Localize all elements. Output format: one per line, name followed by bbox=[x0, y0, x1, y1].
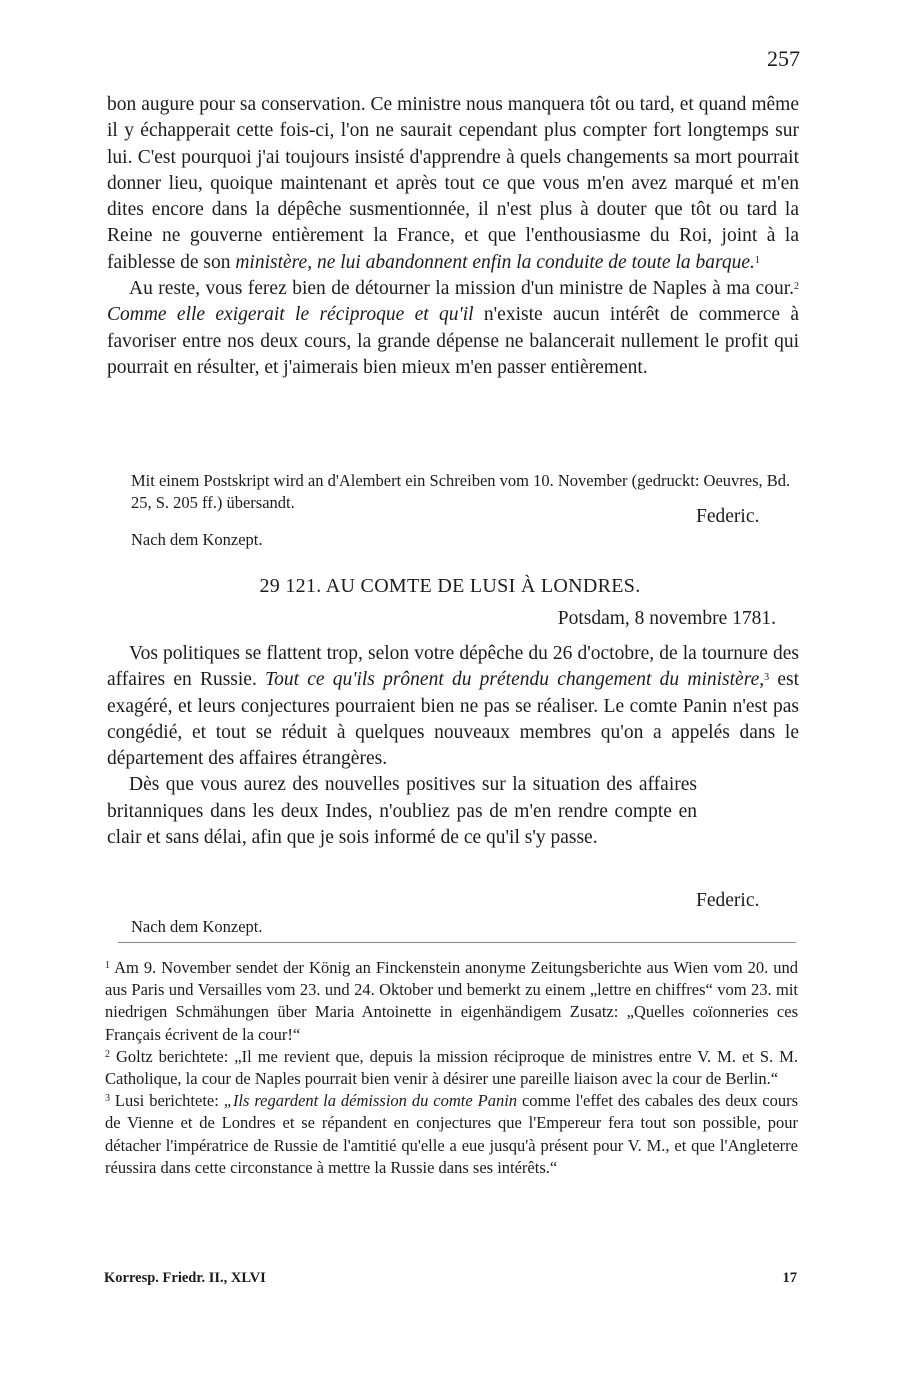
letter2-source: Nach dem Konzept. bbox=[131, 917, 263, 936]
emphasis-text: ministère, ne lui abandonnent enfin la conduite de toute la barque. bbox=[235, 251, 755, 273]
page-number: 257 bbox=[767, 46, 800, 71]
text-run: n'existe aucun intérêt de commerce à favoriser entre nos deux cours, la grande dépense ne balancerait nullement le profit qui pourrait en résulter, et j'aimerais bien mieux m'en passer entièrement. bbox=[107, 304, 799, 378]
text-run: bon augure pour sa conservation. Ce ministre nous manquera tôt ou tard, et quand même il y échapperait cette fois-ci, l'on ne saurait cependant plus compter fort longtemps sur lui. C'est pourquoi j'ai toujours insisté d'apprendre à quels changements sa mort pourrait donner lieu, quoique maintenant et après tout ce que vous m'en avez marqué et m'en dites encore dans la dépêche susmentionnée, il n'est plus à douter que tôt ou tard la Reine ne gouverne entièrement la France, et que l'enthousiasme du Roi, joint à la faiblesse de son bbox=[107, 94, 799, 273]
footnote-3 bbox=[105, 1090, 798, 1179]
footnote-number: 1 bbox=[105, 960, 110, 971]
footnote-2 bbox=[105, 1046, 798, 1090]
footnote-text: comme l'effet des cabales des deux cours de Vienne et de Londres et se répandent en conjectures que l'Empereur fera tout son possible, pour détacher l'impératrice de Russie de l'amtitié qu'elle a eue jusqu'à présent pour V. M., et que l'Angleterre réussira dans cette circonstance à mettre la Russie dans ses intérêts.“ bbox=[105, 1091, 798, 1177]
footnote-text: Lusi berichtete: bbox=[110, 1091, 224, 1111]
letter2-paragraph-1 bbox=[107, 641, 799, 772]
text-run: Au reste, vous ferez bien de détourner la mission d'un ministre de Naples à ma cour. bbox=[129, 278, 794, 300]
sheet-number: 17 bbox=[782, 1270, 797, 1286]
footnote-number: 3 bbox=[105, 1093, 110, 1105]
text-run: Vos politiques se flattent trop, selon votre dépêche du 26 d'octobre, de la tournure des affaires en Russie. bbox=[107, 643, 799, 691]
letter2-body bbox=[107, 641, 799, 851]
footnote-marker: 3 bbox=[764, 672, 770, 684]
footnote-marker: 2 bbox=[794, 281, 799, 293]
signature-mark: Korresp. Friedr. II., XLVI bbox=[104, 1270, 266, 1286]
footnote-text: Am 9. November sendet der König an Finckenstein anonyme Zeitungsberichte aus Wien vom 20. und aus Paris und Versailles vom 23. und 24. Oktober und bemerkt zu einem „lettre en chiffres“ vom 23. mit niedrigen Schmähungen über Maria Antoinette in eigenhändigem Zusatz: „Quelles coïonneries ces Français écrivent de la cour!“ bbox=[105, 958, 798, 1044]
emphasis-text: Tout ce qu'ils prônent du prétendu changement du ministère, bbox=[265, 669, 765, 691]
footnote-divider bbox=[118, 942, 796, 943]
dateline: Potsdam, 8 novembre 1781. bbox=[557, 608, 776, 629]
letter1-signature: Federic. bbox=[696, 506, 760, 527]
letter1-paragraph-1 bbox=[107, 92, 799, 276]
letter1-body bbox=[107, 92, 799, 381]
letter2-signature: Federic. bbox=[696, 890, 760, 911]
letter2-paragraph-2: Dès que vous aurez des nouvelles positives sur la situation des affaires britanniques dans les deux Indes, n'oubliez pas de m'en rendre compte en clair et sans délai, afin que je sois informé de ce qu'il s'y passe. bbox=[107, 774, 697, 849]
emphasis-text: Comme elle exigerait le réciproque et qu'il bbox=[107, 304, 474, 326]
footnote-text: Goltz berichtete: „Il me revient que, depuis la mission réciproque de ministres entre V. M. et S. M. Catholique, la cour de Naples pourrait bien venir à désirer une pareille liaison avec la cour de Berlin.“ bbox=[105, 1046, 798, 1089]
letter1-paragraph-2 bbox=[107, 276, 799, 381]
letter-heading: 29 121. AU COMTE DE LUSI À LONDRES. bbox=[259, 575, 641, 597]
text-run: est exagéré, et leurs conjectures pourraient bien ne pas se réaliser. Le comte Panin n'est pas congédié, et tout se réduit à quelques nouveaux membres qu'on a appelés dans le département des affaires étrangères. bbox=[107, 669, 799, 770]
footnotes bbox=[105, 957, 798, 1179]
footnote-1 bbox=[105, 957, 798, 1046]
footnote-number: 2 bbox=[105, 1048, 110, 1060]
postscript-text: Mit einem Postskript wird an d'Alembert ein Schreiben vom 10. November (gedruckt: Oeuvres, Bd. 25, S. 205 ff.) übersandt. bbox=[131, 471, 791, 512]
footnote-marker: 1 bbox=[754, 254, 760, 266]
letter1-source: Nach dem Konzept. bbox=[131, 530, 263, 549]
emphasis-text: „Ils regardent la démission du comte Panin bbox=[223, 1091, 518, 1111]
